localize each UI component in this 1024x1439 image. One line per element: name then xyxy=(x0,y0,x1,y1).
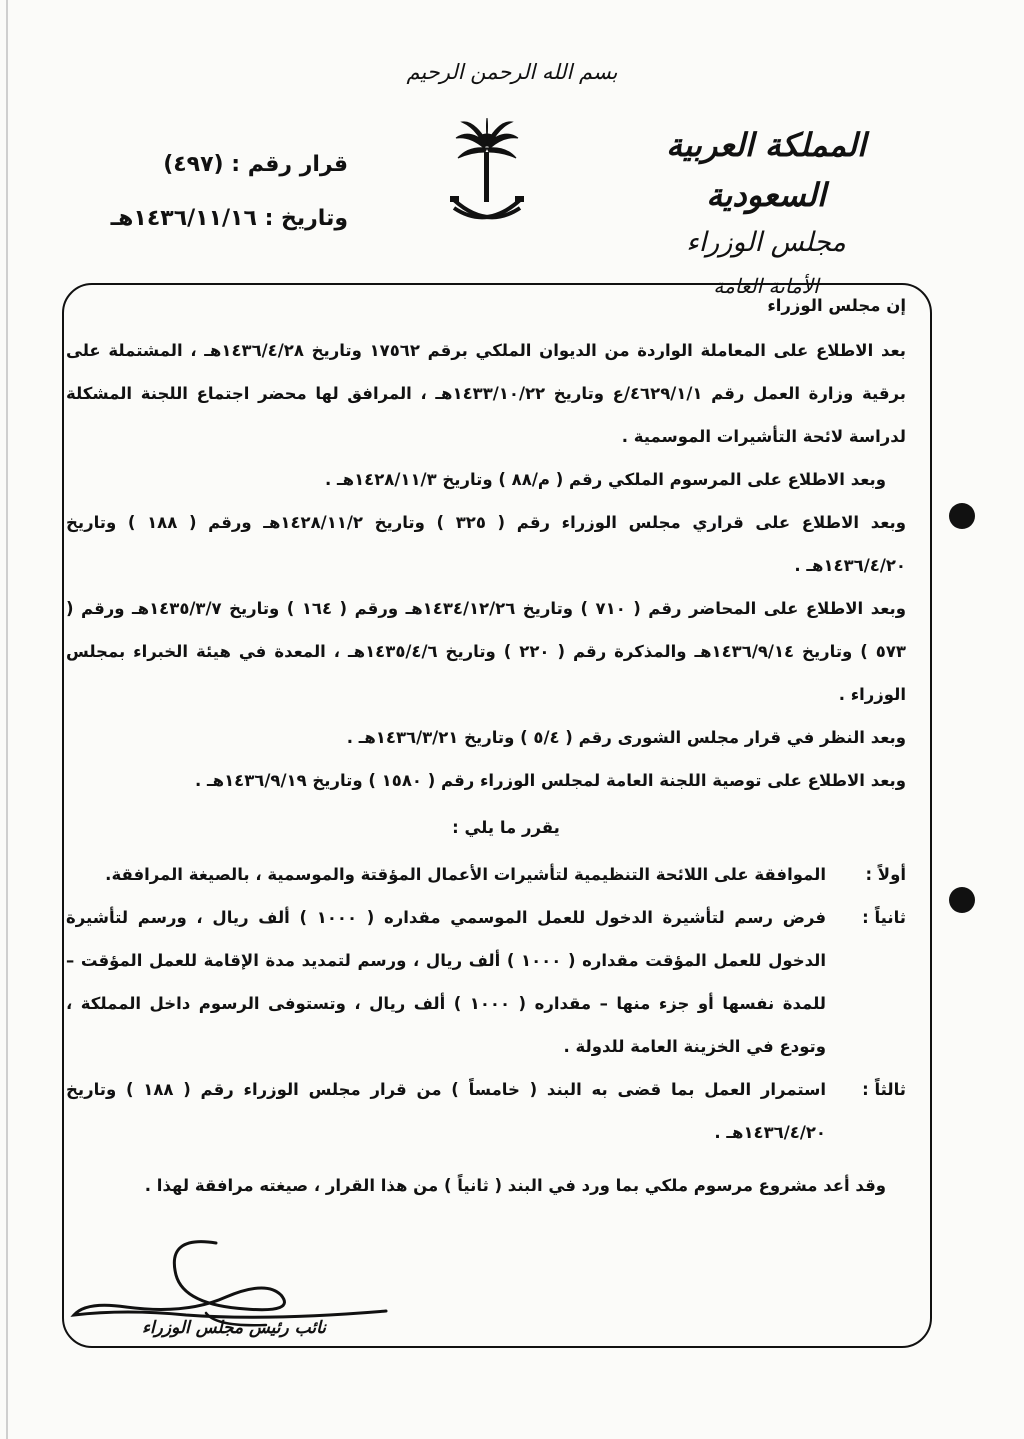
secretariat-name: الأمانة العامة xyxy=(713,274,819,298)
decision-item xyxy=(66,853,906,896)
recital-paragraph: وبعد الاطلاع على المحاضر رقم ( ٧١٠ ) وتاريخ ١٤٣٤/١٢/٢٦هـ ورقم ( ١٦٤ ) وتاريخ ١٤٣٥/٣/٧هـ ورقم ( ٥٧٣ ) وتاريخ ١٤٣٦/٩/١٤هـ والمذكرة رقم ( ٢٢٠ ) وتاريخ ١٤٣٥/٤/٦هـ ، المعدة في هيئة الخبراء بمجلس الوزراء . xyxy=(66,599,906,704)
decision-number: قرار رقم : (٤٩٧) xyxy=(163,152,348,177)
decision-date: وتاريخ : ١٤٣٦/١١/١٦هـ xyxy=(110,206,348,231)
kingdom-name: المملكة العربية السعودية xyxy=(666,126,866,214)
recital-paragraph: وبعد الاطلاع على المرسوم الملكي رقم ( م/٨٨ ) وتاريخ ١٤٢٨/١١/٣هـ . xyxy=(325,470,886,489)
palm-swords-emblem-icon xyxy=(450,118,524,233)
decision-reference xyxy=(68,138,348,246)
recital-paragraph: بعد الاطلاع على المعاملة الواردة من الديوان الملكي برقم ١٧٥٦٢ وتاريخ ١٤٣٦/٤/٢٨هـ ، المشتملة على برقية وزارة العمل رقم ٤٦٢٩/١/١/ع وتاريخ ١٤٣٣/١٠/٢٢هـ ، المرافق لها محضر اجتماع اللجنة المشكلة لدراسة لائحة التأشيرات الموسمية . xyxy=(66,341,906,446)
decision-body xyxy=(66,284,906,1207)
page-edge xyxy=(6,0,8,1439)
decision-item xyxy=(66,896,906,1068)
closing-paragraph: وقد أعد مشروع مرسوم ملكي بما ورد في البند ( ثانياً ) من هذا القرار ، صيغته مرافقة لهذا . xyxy=(144,1176,886,1195)
item-text: استمرار العمل بما قضى به البند ( خامساً ) من قرار مجلس الوزراء رقم ( ١٨٨ ) وتاريخ ١٤٣٦/٤/٢٠هـ . xyxy=(66,1080,826,1142)
item-number: ثانياً : xyxy=(862,908,906,927)
council-name: مجلس الوزراء xyxy=(686,227,846,258)
basmala: بسم الله الرحمن الرحيم xyxy=(406,60,618,84)
letterhead-issuer xyxy=(616,120,916,306)
decides-heading: يقرر ما يلي : xyxy=(452,818,560,837)
signatory-title: نائب رئيس مجلس الوزراء xyxy=(141,1318,326,1338)
recital-paragraph: وبعد الاطلاع على توصية اللجنة العامة لمجلس الوزراء رقم ( ١٥٨٠ ) وتاريخ ١٤٣٦/٩/١٩هـ . xyxy=(195,771,906,790)
punch-hole xyxy=(949,503,975,529)
item-number: أولاً : xyxy=(865,865,906,884)
item-number: ثالثاً : xyxy=(862,1080,906,1099)
item-text: فرض رسم لتأشيرة الدخول للعمل الموسمي مقداره ( ١٠٠٠ ) ألف ريال ، ورسم لتأشيرة الدخول للعمل المؤقت مقداره ( ١٠٠٠ ) ألف ريال ، ورسم لتمديد مدة الإقامة للعمل المؤقت – للمدة نفسها أو جزء منها – مقداره ( ١٠٠٠ ) ألف ريال ، وتستوفى الرسوم داخل المملكة ، وتودع في الخزينة العامة للدولة . xyxy=(66,908,827,1056)
recital-paragraph: وبعد الاطلاع على قراري مجلس الوزراء رقم ( ٣٢٥ ) وتاريخ ١٤٢٨/١١/٢هـ ورقم ( ١٨٨ ) وتاريخ ١٤٣٦/٤/٢٠هـ . xyxy=(66,513,906,575)
decision-item xyxy=(66,1068,906,1154)
punch-hole xyxy=(949,887,975,913)
recital-paragraph: وبعد النظر في قرار مجلس الشورى رقم ( ٥/٤ ) وتاريخ ١٤٣٦/٣/٢١هـ . xyxy=(346,728,906,747)
opening-line: إن مجلس الوزراء xyxy=(767,296,906,315)
item-text: الموافقة على اللائحة التنظيمية لتأشيرات الأعمال المؤقتة والموسمية ، بالصيغة المرافقة. xyxy=(105,865,826,884)
